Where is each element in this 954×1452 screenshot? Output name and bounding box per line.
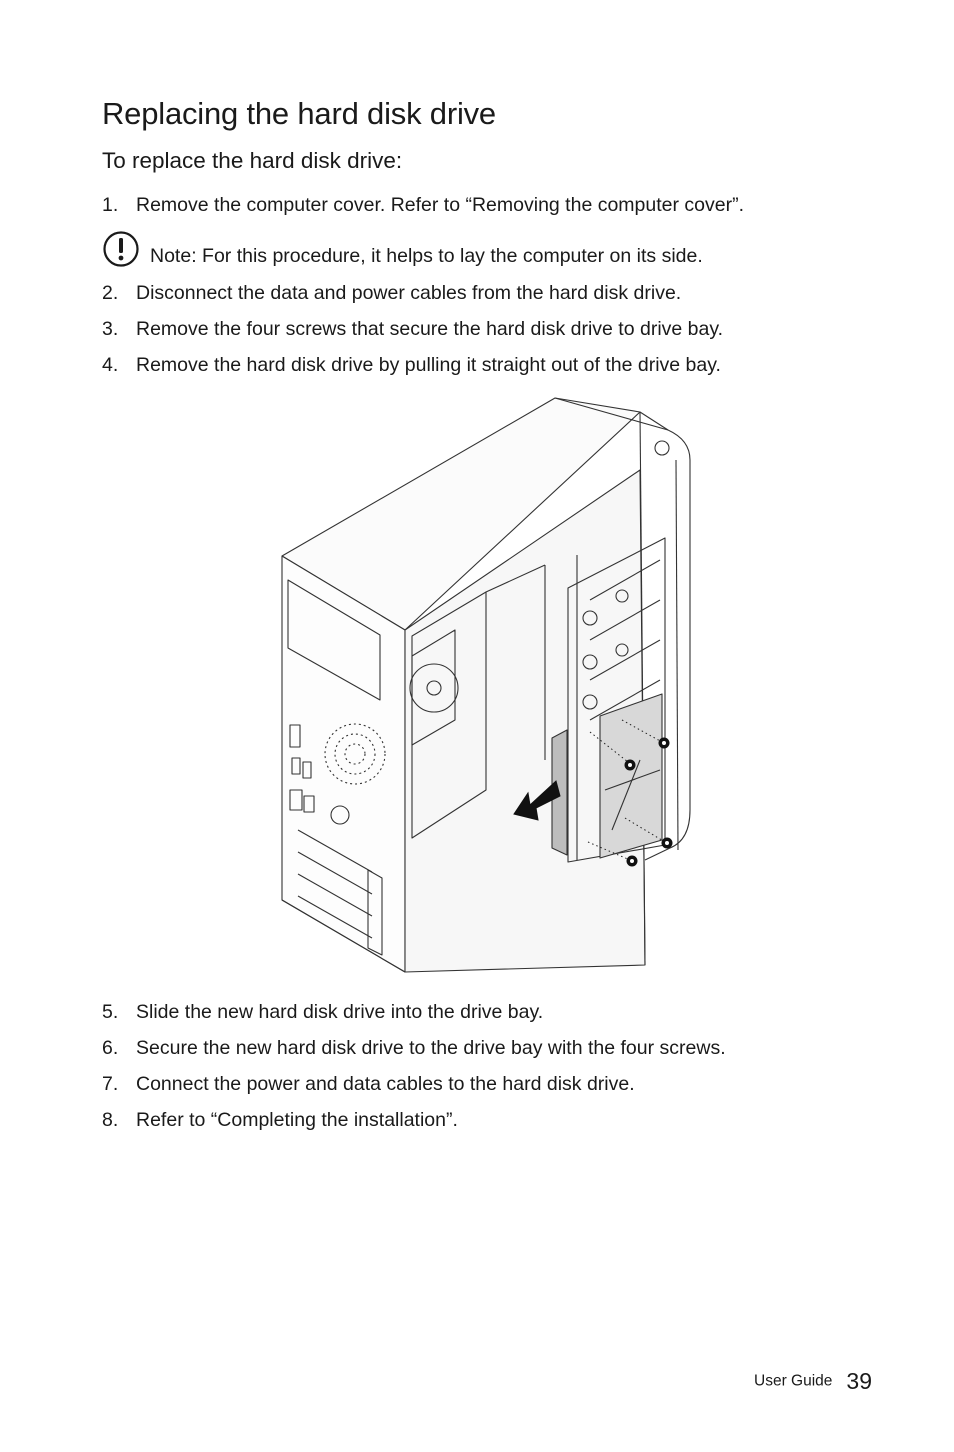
- page-title: Replacing the hard disk drive: [102, 96, 496, 131]
- list-item: [102, 353, 721, 377]
- step-number: 8.: [102, 1109, 119, 1131]
- section-subtitle: To replace the hard disk drive:: [102, 148, 403, 173]
- step-number: 4.: [102, 354, 119, 376]
- list-item: [102, 193, 744, 217]
- list-item: [102, 281, 681, 305]
- note-label: Note:: [150, 245, 197, 267]
- step-number: 7.: [102, 1073, 119, 1095]
- list-item: [102, 1072, 635, 1096]
- step-number: 3.: [102, 318, 119, 340]
- step-text: Connect the power and data cables to the hard disk drive.: [136, 1073, 635, 1095]
- step-text: Remove the hard disk drive by pulling it straight out of the drive bay.: [136, 354, 721, 376]
- step-number: 2.: [102, 282, 119, 304]
- list-item: [102, 1108, 458, 1132]
- list-item: [102, 317, 723, 341]
- page-footer: [754, 1368, 872, 1395]
- step-text: Slide the new hard disk drive into the drive bay.: [136, 1001, 544, 1023]
- list-item: [102, 1036, 726, 1060]
- footer-label: User Guide: [754, 1372, 833, 1390]
- step-text: Disconnect the data and power cables from the hard disk drive.: [136, 282, 682, 304]
- note-text: For this procedure, it helps to lay the computer on its side.: [196, 245, 703, 267]
- exclamation-circle-icon: [102, 230, 140, 268]
- step-number: 5.: [102, 1001, 119, 1023]
- step-number: 1.: [102, 194, 119, 216]
- step-text: Remove the computer cover. Refer to “Removing the computer cover”.: [136, 194, 745, 216]
- page-number: 39: [846, 1368, 872, 1394]
- list-item: [102, 1000, 543, 1024]
- step-text: Secure the new hard disk drive to the drive bay with the four screws.: [136, 1037, 726, 1059]
- step-text: Remove the four screws that secure the hard disk drive to drive bay.: [136, 318, 724, 340]
- computer-tower-illustration: [270, 392, 710, 982]
- step-number: 6.: [102, 1037, 119, 1059]
- step-text: Refer to “Completing the installation”.: [136, 1109, 458, 1131]
